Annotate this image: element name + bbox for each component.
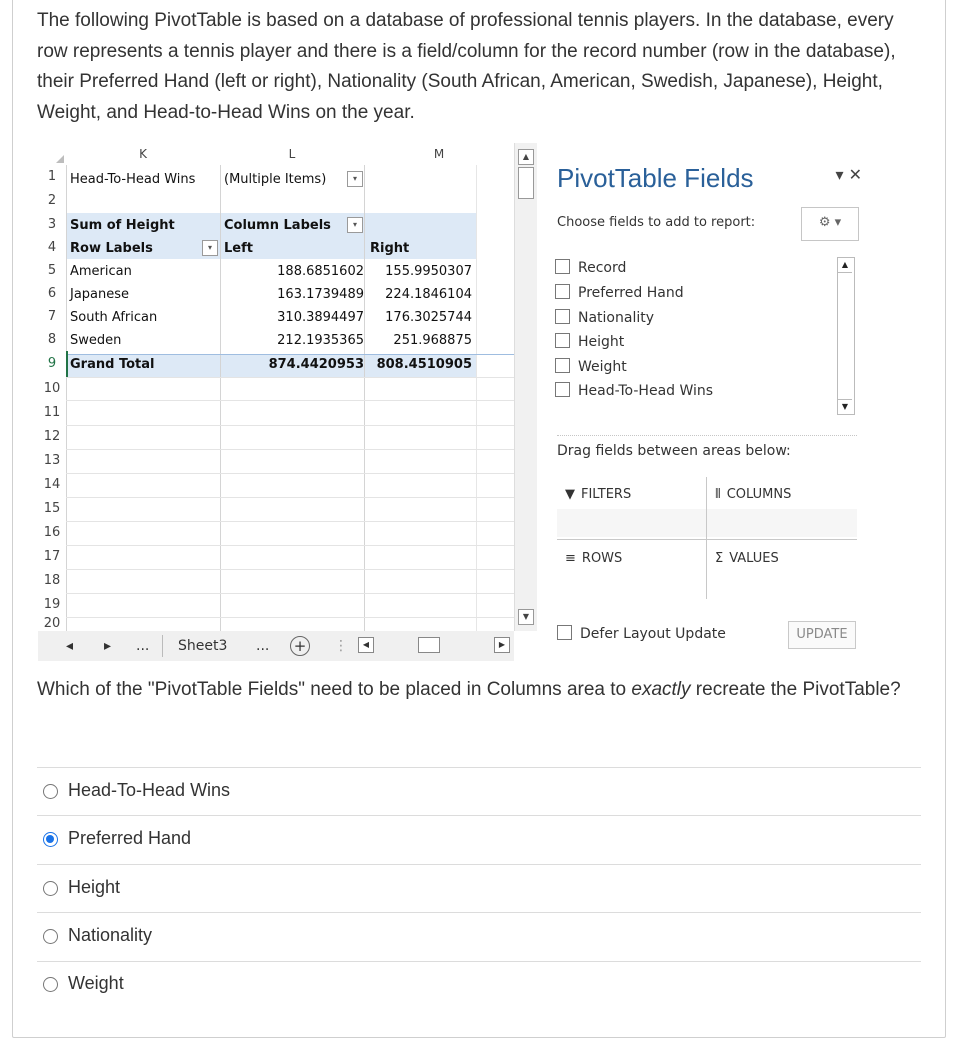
hscroll-left-icon[interactable]: ◀: [358, 637, 374, 653]
sigma-icon: Σ: [715, 551, 724, 566]
value-right: 224.1846104: [385, 287, 472, 302]
field-record[interactable]: Record: [555, 257, 626, 279]
row-label: Sweden: [70, 333, 122, 348]
option-height[interactable]: Height: [43, 872, 120, 902]
row-number[interactable]: 13: [43, 453, 61, 468]
field-nationality[interactable]: Nationality: [555, 307, 654, 329]
value-left: 163.1739489: [277, 287, 364, 302]
row-label: American: [70, 264, 132, 279]
grand-total-right: 808.4510905: [376, 357, 472, 372]
field-list: [555, 255, 855, 415]
radio-selected-icon: [43, 832, 58, 847]
tab-more-right[interactable]: ...: [256, 638, 270, 654]
grand-total-label: Grand Total: [70, 357, 155, 372]
field-height[interactable]: Height: [555, 331, 624, 353]
row-labels-header: Row Labels: [70, 241, 153, 256]
excel-screenshot: [38, 143, 866, 661]
row-number[interactable]: 4: [47, 240, 57, 255]
value-right: 251.968875: [393, 333, 472, 348]
tab-prev-icon[interactable]: ◂: [66, 638, 74, 654]
column-header-k: K: [139, 147, 147, 161]
field-weight[interactable]: Weight: [555, 356, 627, 378]
filter-value: (Multiple Items): [224, 172, 327, 187]
value-right: 155.9950307: [385, 264, 472, 279]
row-number[interactable]: 7: [47, 309, 57, 324]
row-number[interactable]: 20: [43, 616, 61, 631]
column-header-m: M: [433, 147, 445, 161]
radio-icon: [43, 929, 58, 944]
row-number[interactable]: 14: [43, 477, 61, 492]
list-scroll-down-icon[interactable]: ▼: [838, 399, 852, 414]
field-preferred-hand[interactable]: Preferred Hand: [555, 282, 684, 304]
row-number[interactable]: 15: [43, 501, 61, 516]
option-weight[interactable]: Weight: [43, 968, 124, 998]
filter-field-label: Head-To-Head Wins: [70, 172, 196, 187]
columns-icon: ⦀: [715, 487, 721, 502]
tab-sheet3[interactable]: Sheet3: [178, 638, 228, 654]
row-number[interactable]: 8: [47, 332, 57, 347]
column-labels-dropdown[interactable]: ▾: [347, 217, 363, 233]
defer-layout-update-checkbox[interactable]: Defer Layout Update: [557, 625, 726, 642]
value-left: 188.6851602: [277, 264, 364, 279]
sheet-tab-bar: [38, 631, 514, 661]
list-scroll-up-icon[interactable]: ▲: [838, 258, 852, 273]
sum-of-height-label: Sum of Height: [70, 218, 175, 233]
add-sheet-icon[interactable]: +: [290, 636, 310, 656]
column-labels-header: Column Labels: [224, 218, 331, 233]
radio-icon: [43, 881, 58, 896]
row-number[interactable]: 18: [43, 573, 61, 588]
splitter-icon[interactable]: ⋮: [334, 638, 348, 654]
field-head-to-head-wins[interactable]: Head-To-Head Wins: [555, 380, 713, 402]
update-button[interactable]: UPDATE: [788, 621, 856, 649]
column-header-l: L: [288, 147, 296, 161]
pane-close-icon[interactable]: ▾ ✕: [835, 165, 862, 184]
field-list-scrollbar[interactable]: [837, 257, 855, 415]
row-number[interactable]: 1: [47, 169, 57, 184]
tab-next-icon[interactable]: ▸: [104, 638, 112, 654]
select-all-corner: [38, 143, 66, 165]
rows-icon: ≡: [565, 551, 576, 566]
value-left: 310.3894497: [277, 310, 364, 325]
drag-fields-label: Drag fields between areas below:: [557, 443, 791, 459]
radio-icon: [43, 784, 58, 799]
grand-total-left: 874.4420953: [268, 357, 364, 372]
row-number[interactable]: 12: [43, 429, 61, 444]
question-text: Which of the "PivotTable Fields" need to be placed in Columns area to exactly recreate the PivotTable?: [37, 679, 901, 700]
option-preferred-hand[interactable]: Preferred Hand: [43, 823, 191, 853]
value-left: 212.1935365: [277, 333, 364, 348]
column-left-label: Left: [224, 241, 253, 256]
row-number[interactable]: 11: [43, 405, 61, 420]
filter-icon: ▼: [565, 487, 575, 502]
hscroll-right-icon[interactable]: ▶: [494, 637, 510, 653]
hscroll-thumb[interactable]: [418, 637, 440, 653]
column-right-label: Right: [370, 241, 410, 256]
row-number[interactable]: 3: [47, 217, 57, 232]
option-head-to-head-wins[interactable]: Head-To-Head Wins: [43, 775, 230, 805]
tab-more-left[interactable]: ...: [136, 638, 150, 654]
row-number[interactable]: 5: [47, 263, 57, 278]
values-area[interactable]: Σ VALUES: [715, 551, 779, 566]
scroll-up-icon[interactable]: ▲: [518, 149, 534, 165]
vertical-scrollbar[interactable]: [514, 143, 537, 631]
scroll-thumb[interactable]: [518, 167, 534, 199]
row-number[interactable]: 16: [43, 525, 61, 540]
spreadsheet-grid: [38, 143, 514, 631]
row-number[interactable]: 17: [43, 549, 61, 564]
row-number[interactable]: 19: [43, 597, 61, 612]
value-right: 176.3025744: [385, 310, 472, 325]
row-number[interactable]: 6: [47, 286, 57, 301]
row-number[interactable]: 2: [47, 193, 57, 208]
pane-title: PivotTable Fields: [557, 163, 754, 193]
row-number[interactable]: 9: [38, 351, 68, 377]
row-labels-dropdown[interactable]: ▾: [202, 240, 218, 256]
choose-fields-label: Choose fields to add to report:: [557, 215, 756, 230]
rows-area[interactable]: ≡ ROWS: [565, 551, 623, 566]
row-label: South African: [70, 310, 158, 325]
filters-area[interactable]: ▼ FILTERS: [565, 487, 632, 502]
option-nationality[interactable]: Nationality: [43, 920, 152, 950]
pivottable-fields-pane: [547, 143, 866, 661]
question-intro: The following PivotTable is based on a database of professional tennis players. In the database, every row represents a tennis player and there is a field/column for the record number (row in the database), their Preferred Hand (left or right), Nationality (South African, American, Swedish, Japanese), Height, Weight, and Head-to-Head Wins on the year.: [37, 10, 896, 123]
row-label: Japanese: [70, 287, 130, 302]
gear-icon[interactable]: ⚙ ▾: [801, 207, 859, 241]
scroll-down-icon[interactable]: ▼: [518, 609, 534, 625]
filter-dropdown-button[interactable]: ▾: [347, 171, 363, 187]
radio-icon: [43, 977, 58, 992]
columns-area[interactable]: ⦀ COLUMNS: [715, 487, 792, 502]
row-number[interactable]: 10: [43, 381, 61, 396]
